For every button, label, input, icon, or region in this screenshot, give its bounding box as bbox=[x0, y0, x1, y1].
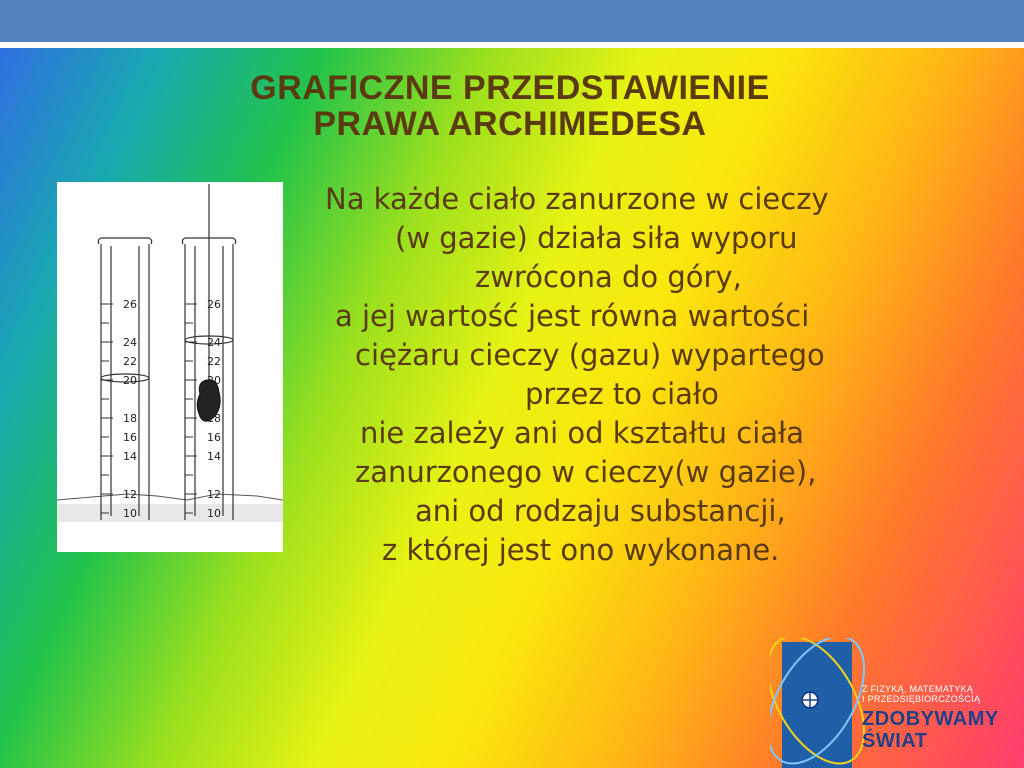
paragraph-3 bbox=[310, 414, 960, 531]
top-bar bbox=[0, 0, 1024, 42]
title-line-2: PRAWA ARCHIMEDESA bbox=[313, 105, 707, 143]
paragraph-2 bbox=[310, 297, 960, 414]
scale-label-left: 12 bbox=[123, 488, 137, 501]
scale-label-right: 26 bbox=[207, 298, 221, 311]
text-line: nie zależy ani od kształtu ciała bbox=[360, 416, 805, 450]
logo-wordmark-line: ZDOBYWAMY bbox=[862, 708, 999, 730]
logo-tagline-line: Z FIZYKĄ, MATEMATYKĄ bbox=[862, 684, 974, 694]
scale-label-right: 20 bbox=[207, 374, 221, 387]
text-line: z której jest ono wykonane. bbox=[382, 533, 780, 567]
logo-wordmark-line: ŚWIAT bbox=[862, 730, 928, 752]
paragraph-1 bbox=[310, 180, 960, 297]
text-line: zanurzonego w cieczy(w gazie), bbox=[355, 455, 817, 489]
scale-label-right: 16 bbox=[207, 431, 221, 444]
scale-label-left: 22 bbox=[123, 355, 137, 368]
text-line: ani od rodzaju substancji, bbox=[415, 494, 786, 528]
scale-label-right: 22 bbox=[207, 355, 221, 368]
text-line: zwrócona do góry, bbox=[475, 260, 742, 294]
project-logo bbox=[770, 638, 1024, 768]
slide-title bbox=[130, 70, 890, 142]
scale-label-left: 26 bbox=[123, 298, 137, 311]
text-line: (w gazie) działa siła wyporu bbox=[395, 221, 798, 255]
text-line: Na każde ciało zanurzone w cieczy bbox=[325, 182, 829, 216]
law-description bbox=[310, 180, 960, 570]
scale-label-left: 18 bbox=[123, 412, 137, 425]
text-line: ciężaru cieczy (gazu) wypartego bbox=[355, 338, 825, 372]
logo-wordmark bbox=[862, 708, 999, 752]
text-line: a jej wartość jest równa wartości bbox=[335, 299, 810, 333]
title-line-1: GRAFICZNE PRZEDSTAWIENIE bbox=[250, 69, 770, 107]
graduated-cylinders-figure bbox=[57, 182, 283, 552]
scale-label-left: 10 bbox=[123, 507, 137, 520]
scale-label-left: 20 bbox=[123, 374, 137, 387]
scale-label-left: 16 bbox=[123, 431, 137, 444]
slide bbox=[0, 48, 1024, 768]
scale-label-right: 14 bbox=[207, 450, 221, 463]
logo-tagline-line: I PRZEDSIĘBIORCZOŚCIĄ bbox=[862, 694, 981, 704]
scale-label-left: 24 bbox=[123, 336, 137, 349]
text-line: przez to ciało bbox=[525, 377, 719, 411]
cylinders-drawing bbox=[57, 182, 283, 552]
scale-label-right: 10 bbox=[207, 507, 221, 520]
logo-tagline bbox=[862, 684, 980, 704]
scale-label-left: 14 bbox=[123, 450, 137, 463]
scale-label-right: 12 bbox=[207, 488, 221, 501]
paragraph-4 bbox=[310, 531, 960, 570]
scale-label-right: 18 bbox=[207, 412, 221, 425]
scale-label-right: 24 bbox=[207, 336, 221, 349]
